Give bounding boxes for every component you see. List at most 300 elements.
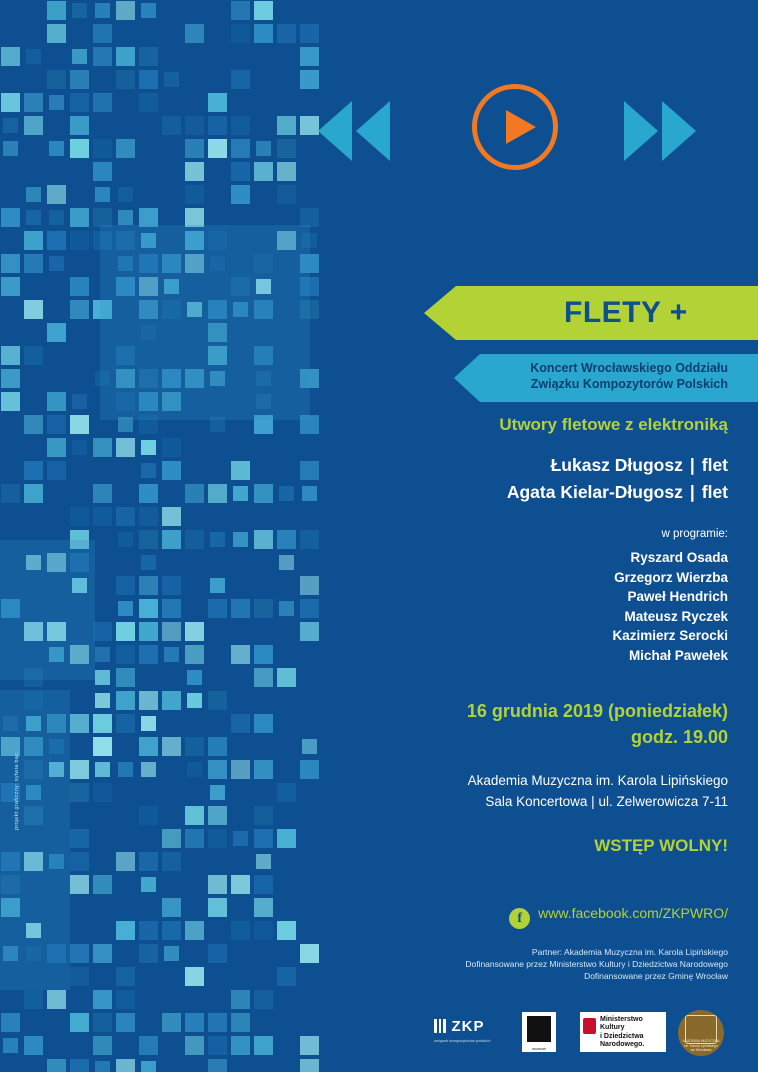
mosaic-cell xyxy=(162,737,181,756)
mosaic-cell xyxy=(187,693,202,708)
zkp-logo-name: ZKP xyxy=(451,1018,485,1035)
mosaic-cell xyxy=(164,946,179,961)
mosaic-cell xyxy=(208,898,227,917)
ministry-line-3: i Dziedzictwa xyxy=(600,1032,644,1040)
ministry-line-4: Narodowego. xyxy=(600,1041,645,1049)
mosaic-cell xyxy=(47,1,66,20)
mosaic-cell xyxy=(254,921,273,940)
mosaic-cell xyxy=(116,507,135,526)
mosaic-cell xyxy=(300,760,319,779)
mosaic-cell xyxy=(70,829,89,848)
list-item: Mateusz Ryczek xyxy=(624,608,728,624)
mosaic-cell xyxy=(185,162,204,181)
mosaic-cell xyxy=(231,645,250,664)
mosaic-cell xyxy=(185,1013,204,1032)
mosaic-cell xyxy=(47,461,66,480)
mosaic-cell xyxy=(93,622,112,641)
mosaic-cell xyxy=(185,645,204,664)
facebook-link[interactable] xyxy=(398,905,728,929)
mosaic-cell xyxy=(141,440,156,455)
mosaic-cell xyxy=(118,210,133,225)
mosaic-cell xyxy=(93,737,112,756)
mosaic-block xyxy=(0,690,70,990)
mosaic-cell xyxy=(70,507,89,526)
mosaic-cell xyxy=(254,24,273,43)
mosaic-cell xyxy=(162,116,181,135)
mosaic-cell xyxy=(208,599,227,618)
venue-line-1: Akademia Muzyczna im. Karola Lipińskiego xyxy=(467,773,728,788)
list-item: Paweł Hendrich xyxy=(627,589,728,604)
mosaic-cell xyxy=(277,530,296,549)
list-item: Michał Pawełek xyxy=(628,647,728,663)
mosaic-cell xyxy=(231,139,250,158)
museum-mark-icon xyxy=(527,1016,551,1042)
mosaic-cell xyxy=(47,70,66,89)
mosaic-cell xyxy=(277,24,296,43)
mosaic-cell xyxy=(254,990,273,1009)
separator: | xyxy=(689,482,695,502)
performer-row xyxy=(398,479,728,506)
mosaic-cell xyxy=(187,762,202,777)
mosaic-cell xyxy=(93,875,112,894)
mosaic-cell xyxy=(47,990,66,1009)
mosaic-cell xyxy=(139,691,158,710)
mosaic-cell xyxy=(93,162,112,181)
mosaic-cell xyxy=(233,486,248,501)
mosaic-cell xyxy=(277,967,296,986)
mosaic-cell xyxy=(95,762,110,777)
mosaic-cell xyxy=(162,507,181,526)
academy-logo-caption xyxy=(678,1039,724,1052)
mosaic-cell xyxy=(233,831,248,846)
mosaic-cell xyxy=(1,47,20,66)
mosaic-cell xyxy=(254,1,273,20)
mosaic-cell xyxy=(162,461,181,480)
ministry-line-2: Kultury xyxy=(600,1024,625,1032)
mosaic-cell xyxy=(141,463,156,478)
mosaic-cell xyxy=(116,668,135,687)
mosaic-cell xyxy=(3,118,18,133)
mosaic-cell xyxy=(116,438,135,457)
mosaic-cell xyxy=(70,231,89,250)
mosaic-cell xyxy=(93,507,112,526)
mosaic-cell xyxy=(139,93,158,112)
mosaic-cell xyxy=(93,139,112,158)
mosaic-cell xyxy=(162,829,181,848)
partner-line-3: Dofinansowane przez Gminę Wrocław xyxy=(584,971,728,981)
academy-line-1: AKADEMIA MUZYCZNA xyxy=(682,1039,720,1044)
play-triangle-icon xyxy=(506,110,536,144)
mosaic-cell xyxy=(164,647,179,662)
mosaic-cell xyxy=(208,806,227,825)
mosaic-cell xyxy=(277,668,296,687)
program-label: w programie: xyxy=(661,528,728,540)
mosaic-cell xyxy=(93,990,112,1009)
mosaic-cell xyxy=(24,415,43,434)
mosaic-cell xyxy=(254,806,273,825)
mosaic-cell xyxy=(300,1036,319,1055)
mosaic-cell xyxy=(116,967,135,986)
mosaic-cell xyxy=(279,555,294,570)
mosaic-cell xyxy=(210,532,225,547)
mosaic-cell xyxy=(139,70,158,89)
mosaic-cell xyxy=(254,530,273,549)
mosaic-cell xyxy=(254,829,273,848)
mosaic-cell xyxy=(93,1013,112,1032)
mosaic-cell xyxy=(141,555,156,570)
mosaic-cell xyxy=(187,670,202,685)
mosaic-cell xyxy=(70,783,89,802)
mosaic-cell xyxy=(231,1013,250,1032)
mosaic-cell xyxy=(185,1036,204,1055)
mosaic-cell xyxy=(116,645,135,664)
title-banner xyxy=(456,286,758,340)
mosaic-cell xyxy=(3,141,18,156)
mosaic-cell xyxy=(70,1059,89,1072)
mosaic-cell xyxy=(26,210,41,225)
mosaic-cell xyxy=(70,300,89,319)
mosaic-cell xyxy=(231,714,250,733)
mosaic-cell xyxy=(185,829,204,848)
mosaic-cell xyxy=(208,875,227,894)
mosaic-cell xyxy=(254,714,273,733)
mosaic-cell xyxy=(47,415,66,434)
mosaic-cell xyxy=(279,486,294,501)
mosaic-cell xyxy=(116,70,135,89)
performers-list xyxy=(398,452,728,506)
mosaic-cell xyxy=(116,1059,135,1072)
mosaic-cell xyxy=(208,484,227,503)
list-item: Ryszard Osada xyxy=(630,550,728,565)
academy-logo xyxy=(678,1010,724,1056)
mosaic-cell xyxy=(185,116,204,135)
mosaic-cell xyxy=(47,392,66,411)
mosaic-cell xyxy=(116,714,135,733)
mosaic-cell xyxy=(93,944,112,963)
mosaic-cell xyxy=(24,346,43,365)
mosaic-cell xyxy=(49,95,64,110)
mosaic-cell xyxy=(162,1013,181,1032)
list-item: Kazimierz Serocki xyxy=(612,628,728,643)
mosaic-cell xyxy=(208,760,227,779)
mosaic-cell xyxy=(141,3,156,18)
mosaic-cell xyxy=(139,576,158,595)
mosaic-cell xyxy=(47,185,66,204)
mosaic-cell xyxy=(24,990,43,1009)
lede-text: Utwory fletowe z elektroniką xyxy=(499,415,728,434)
mosaic-cell xyxy=(277,783,296,802)
mosaic-cell xyxy=(231,162,250,181)
museum-logo xyxy=(522,1012,556,1052)
ministry-logo-text xyxy=(600,1016,644,1050)
mosaic-cell xyxy=(300,944,319,963)
mosaic-cell xyxy=(141,762,156,777)
mosaic-cell xyxy=(1,1013,20,1032)
mosaic-cell xyxy=(185,921,204,940)
mosaic-cell xyxy=(185,139,204,158)
mosaic-cell xyxy=(162,691,181,710)
mosaic-cell xyxy=(162,622,181,641)
mosaic-cell xyxy=(208,691,227,710)
mosaic-cell xyxy=(277,116,296,135)
mosaic-cell xyxy=(70,116,89,135)
mosaic-cell xyxy=(49,210,64,225)
mosaic-cell xyxy=(162,599,181,618)
zkp-bars-icon xyxy=(434,1019,448,1038)
mosaic-cell xyxy=(210,578,225,593)
mosaic-cell xyxy=(70,714,89,733)
mosaic-cell xyxy=(24,231,43,250)
mosaic-cell xyxy=(93,1036,112,1055)
mosaic-cell xyxy=(70,760,89,779)
mosaic-cell xyxy=(24,93,43,112)
mosaic-cell xyxy=(256,854,271,869)
mosaic-cell xyxy=(302,739,317,754)
mosaic-cell xyxy=(300,461,319,480)
mosaic-cell xyxy=(1,369,20,388)
mosaic-cell xyxy=(254,599,273,618)
mosaic-cell xyxy=(47,323,66,342)
mosaic-cell xyxy=(24,461,43,480)
mosaic-cell xyxy=(233,532,248,547)
partners-text xyxy=(388,946,728,982)
mosaic-cell xyxy=(70,70,89,89)
mosaic-cell xyxy=(141,716,156,731)
mosaic-cell xyxy=(116,921,135,940)
mosaic-cell xyxy=(116,691,135,710)
mosaic-cell xyxy=(95,693,110,708)
mosaic-cell xyxy=(231,1,250,20)
mosaic-cell xyxy=(300,576,319,595)
performer-row xyxy=(398,452,728,479)
mosaic-cell xyxy=(139,530,158,549)
mosaic-cell xyxy=(254,162,273,181)
mosaic-cell xyxy=(300,47,319,66)
mosaic-cell xyxy=(95,187,110,202)
mosaic-cell xyxy=(93,783,112,802)
mosaic-cell xyxy=(70,1013,89,1032)
mosaic-cell xyxy=(231,116,250,135)
mosaic-cell xyxy=(70,208,89,227)
mosaic-cell xyxy=(49,256,64,271)
mosaic-cell xyxy=(279,601,294,616)
mosaic-cell xyxy=(254,1036,273,1055)
mosaic-cell xyxy=(231,461,250,480)
mosaic-cell xyxy=(95,670,110,685)
mosaic-cell xyxy=(24,300,43,319)
mosaic-cell xyxy=(185,24,204,43)
partner-line-2: Dofinansowane przez Ministerstwo Kultury i Dziedzictwa Narodowego xyxy=(465,959,728,969)
mosaic-cell xyxy=(231,990,250,1009)
subtitle-banner xyxy=(480,354,758,402)
mosaic-cell xyxy=(72,394,87,409)
mosaic-cell xyxy=(208,1013,227,1032)
mosaic-cell xyxy=(72,3,87,18)
logo-strip xyxy=(420,1008,740,1060)
mosaic-cell xyxy=(47,24,66,43)
mosaic-cell xyxy=(70,944,89,963)
mosaic-cell xyxy=(116,1013,135,1032)
mosaic-cell xyxy=(300,622,319,641)
mosaic-cell xyxy=(254,645,273,664)
event-datetime xyxy=(398,698,728,750)
mosaic-cell xyxy=(300,24,319,43)
mosaic-cell xyxy=(185,185,204,204)
mosaic-cell xyxy=(49,141,64,156)
academy-line-2: im. Karola Lipińskiego xyxy=(684,1043,718,1048)
mosaic-cell xyxy=(231,70,250,89)
mosaic-cell xyxy=(47,231,66,250)
mosaic-cell xyxy=(231,1036,250,1055)
eagle-icon xyxy=(583,1018,596,1034)
mosaic-cell xyxy=(185,484,204,503)
mosaic-cell xyxy=(70,93,89,112)
event-venue xyxy=(398,770,728,812)
mosaic-cell xyxy=(139,944,158,963)
mosaic-cell xyxy=(95,647,110,662)
mosaic-cell xyxy=(300,70,319,89)
subtitle-line-2: Związku Kompozytorów Polskich xyxy=(530,377,728,391)
mosaic-cell xyxy=(93,93,112,112)
mosaic-cell xyxy=(139,599,158,618)
mosaic-cell xyxy=(1,277,20,296)
mosaic-cell xyxy=(277,921,296,940)
mosaic-cell xyxy=(162,921,181,940)
mosaic-cell xyxy=(141,1061,156,1072)
mosaic-cell xyxy=(231,24,250,43)
mosaic-cell xyxy=(139,737,158,756)
mosaic-cell xyxy=(139,622,158,641)
mosaic-cell xyxy=(162,898,181,917)
mosaic-cell xyxy=(141,877,156,892)
mosaic-cell xyxy=(139,806,158,825)
mosaic-cell xyxy=(118,762,133,777)
mosaic-cell xyxy=(231,185,250,204)
admission-badge: WSTĘP WOLNY! xyxy=(594,836,728,855)
mosaic-cell xyxy=(162,852,181,871)
mosaic-cell xyxy=(185,737,204,756)
performer-name: Łukasz Długosz xyxy=(550,455,683,475)
mosaic-cell xyxy=(300,530,319,549)
academy-line-3: we Wrocławiu xyxy=(690,1047,712,1052)
mosaic-cell xyxy=(24,254,43,273)
mosaic-cell xyxy=(93,24,112,43)
mosaic-cell xyxy=(185,967,204,986)
mosaic-cell xyxy=(95,3,110,18)
mosaic-cell xyxy=(116,47,135,66)
mosaic-cell xyxy=(1,484,20,503)
mosaic-cell xyxy=(118,601,133,616)
subtitle-line-1: Koncert Wrocławskiego Oddziału xyxy=(530,361,728,375)
mosaic-cell xyxy=(47,1059,66,1072)
mosaic-cell xyxy=(24,1036,43,1055)
mosaic-cell xyxy=(93,714,112,733)
mosaic-cell xyxy=(254,668,273,687)
ministry-logo xyxy=(580,1012,666,1052)
zkp-logo-sub: związek kompozytorów polskich xyxy=(434,1039,491,1043)
mosaic-cell xyxy=(95,1061,110,1072)
mosaic-cell xyxy=(70,415,89,434)
page-title: FLETY + xyxy=(564,296,688,329)
mosaic-cell xyxy=(139,852,158,871)
mosaic-cell xyxy=(70,967,89,986)
partner-line-1: Partner: Akademia Muzyczna im. Karola Lipińskiego xyxy=(531,947,728,957)
mosaic-cell xyxy=(208,1036,227,1055)
mosaic-cell xyxy=(185,622,204,641)
event-time: godz. 19.00 xyxy=(630,727,728,747)
mosaic-cell xyxy=(162,438,181,457)
mosaic-cell xyxy=(26,187,41,202)
mosaic-cell xyxy=(277,139,296,158)
mosaic-block xyxy=(100,225,310,420)
mosaic-cell xyxy=(139,645,158,664)
mosaic-cell xyxy=(231,599,250,618)
event-date: 16 grudnia 2019 (poniedziałek) xyxy=(466,701,728,721)
player-controls xyxy=(318,88,738,198)
performer-instrument: flet xyxy=(701,482,728,502)
mosaic-cell xyxy=(93,484,112,503)
mosaic-cell xyxy=(231,875,250,894)
mosaic-cell xyxy=(70,277,89,296)
mosaic-cell xyxy=(139,484,158,503)
mosaic-cell xyxy=(254,898,273,917)
designer-credit: projekt graficzny: sylwia bąc xyxy=(14,752,20,830)
composers-list xyxy=(398,548,728,665)
mosaic-cell xyxy=(24,116,43,135)
mosaic-cell xyxy=(116,1,135,20)
mosaic-cell xyxy=(231,921,250,940)
mosaic-cell xyxy=(116,852,135,871)
mosaic-cell xyxy=(162,530,181,549)
mosaic-cell xyxy=(208,116,227,135)
facebook-url[interactable]: www.facebook.com/ZKPWRO/ xyxy=(538,905,728,921)
mosaic-cell xyxy=(1,346,20,365)
mosaic-cell xyxy=(139,921,158,940)
mosaic-cell xyxy=(208,93,227,112)
mosaic-cell xyxy=(1,208,20,227)
play-button[interactable] xyxy=(472,84,558,170)
mosaic-cell xyxy=(118,187,133,202)
mosaic-cell xyxy=(208,737,227,756)
mosaic-cell xyxy=(210,785,225,800)
mosaic-cell xyxy=(254,484,273,503)
mosaic-cell xyxy=(277,185,296,204)
mosaic-cell xyxy=(139,1036,158,1055)
mosaic-cell xyxy=(116,576,135,595)
mosaic-cell xyxy=(300,1059,319,1072)
mosaic-cell xyxy=(26,49,41,64)
mosaic-cell xyxy=(116,139,135,158)
mosaic-cell xyxy=(116,990,135,1009)
venue-line-2: Sala Koncertowa | ul. Zelwerowicza 7-11 xyxy=(485,794,728,809)
separator: | xyxy=(689,455,695,475)
mosaic-cell xyxy=(93,438,112,457)
mosaic-cell xyxy=(300,116,319,135)
mosaic-cell xyxy=(70,875,89,894)
mosaic-cell xyxy=(116,622,135,641)
mosaic-cell xyxy=(185,806,204,825)
mosaic-block xyxy=(0,540,95,680)
mosaic-cell xyxy=(70,852,89,871)
ministry-line-1: Ministerstwo xyxy=(600,1016,643,1023)
mosaic-cell xyxy=(300,599,319,618)
mosaic-cell xyxy=(139,507,158,526)
mosaic-cell xyxy=(231,760,250,779)
mosaic-cell xyxy=(47,438,66,457)
mosaic-cell xyxy=(277,829,296,848)
mosaic-cell xyxy=(185,530,204,549)
mosaic-cell xyxy=(1,93,20,112)
